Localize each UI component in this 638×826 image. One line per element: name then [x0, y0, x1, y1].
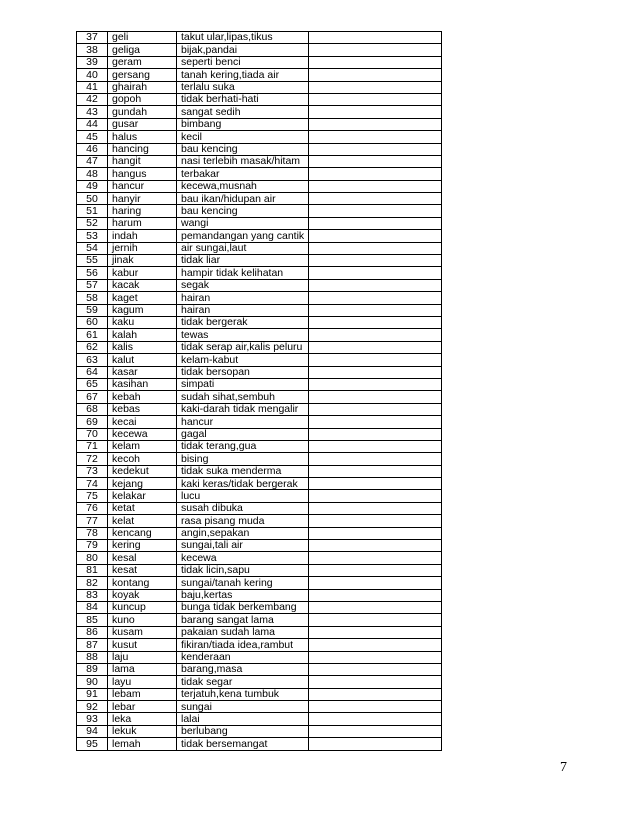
table-row — [77, 713, 442, 725]
meaning-cell: tewas — [177, 329, 309, 341]
row-number: 82 — [77, 577, 108, 589]
word-cell: kesat — [108, 564, 177, 576]
meaning-cell: tidak licin,sapu — [177, 564, 309, 576]
word-cell: hanyir — [108, 193, 177, 205]
word-cell: kecoh — [108, 453, 177, 465]
row-number: 41 — [77, 81, 108, 93]
word-cell: kecewa — [108, 428, 177, 440]
meaning-cell: kaki-darah tidak mengalir — [177, 403, 309, 415]
table-row — [77, 540, 442, 552]
meaning-cell: berlubang — [177, 725, 309, 737]
blank-cell — [309, 118, 442, 130]
table-row — [77, 44, 442, 56]
row-number: 58 — [77, 292, 108, 304]
table-row — [77, 292, 442, 304]
blank-cell — [309, 81, 442, 93]
word-cell: kusam — [108, 626, 177, 638]
word-cell: indah — [108, 230, 177, 242]
word-cell: halus — [108, 131, 177, 143]
blank-cell — [309, 391, 442, 403]
blank-cell — [309, 205, 442, 217]
table-row — [77, 453, 442, 465]
row-number: 65 — [77, 378, 108, 390]
meaning-cell: susah dibuka — [177, 502, 309, 514]
table-row — [77, 106, 442, 118]
meaning-cell: bau kencing — [177, 205, 309, 217]
meaning-cell: hairan — [177, 292, 309, 304]
row-number: 92 — [77, 701, 108, 713]
table-row — [77, 651, 442, 663]
row-number: 53 — [77, 230, 108, 242]
meaning-cell: tidak suka menderma — [177, 465, 309, 477]
table-row — [77, 341, 442, 353]
meaning-cell: wangi — [177, 217, 309, 229]
blank-cell — [309, 279, 442, 291]
word-cell: kesal — [108, 552, 177, 564]
table-row — [77, 168, 442, 180]
blank-cell — [309, 515, 442, 527]
table-row — [77, 601, 442, 613]
row-number: 42 — [77, 93, 108, 105]
table-row — [77, 366, 442, 378]
meaning-cell: sangat sedih — [177, 106, 309, 118]
table-row — [77, 416, 442, 428]
blank-cell — [309, 725, 442, 737]
row-number: 89 — [77, 663, 108, 675]
blank-cell — [309, 93, 442, 105]
meaning-cell: air sungai,laut — [177, 242, 309, 254]
table-row — [77, 639, 442, 651]
blank-cell — [309, 465, 442, 477]
table-row — [77, 316, 442, 328]
blank-cell — [309, 738, 442, 750]
word-cell: kuncup — [108, 601, 177, 613]
row-number: 81 — [77, 564, 108, 576]
meaning-cell: gagal — [177, 428, 309, 440]
meaning-cell: pemandangan yang cantik — [177, 230, 309, 242]
row-number: 83 — [77, 589, 108, 601]
blank-cell — [309, 453, 442, 465]
blank-cell — [309, 180, 442, 192]
meaning-cell: kaki keras/tidak bergerak — [177, 478, 309, 490]
word-cell: kuno — [108, 614, 177, 626]
meaning-cell: seperti benci — [177, 56, 309, 68]
row-number: 94 — [77, 725, 108, 737]
meaning-cell: rasa pisang muda — [177, 515, 309, 527]
table-row — [77, 527, 442, 539]
word-cell: lebam — [108, 688, 177, 700]
blank-cell — [309, 230, 442, 242]
word-cell: kasar — [108, 366, 177, 378]
word-cell: ketat — [108, 502, 177, 514]
table-row — [77, 242, 442, 254]
meaning-cell: barang,masa — [177, 663, 309, 675]
meaning-cell: barang sangat lama — [177, 614, 309, 626]
row-number: 77 — [77, 515, 108, 527]
meaning-cell: kecil — [177, 131, 309, 143]
table-row — [77, 118, 442, 130]
word-cell: gusar — [108, 118, 177, 130]
blank-cell — [309, 242, 442, 254]
word-cell: harum — [108, 217, 177, 229]
blank-cell — [309, 267, 442, 279]
meaning-cell: tidak segar — [177, 676, 309, 688]
word-cell: kalah — [108, 329, 177, 341]
row-number: 78 — [77, 527, 108, 539]
meaning-cell: tidak liar — [177, 255, 309, 267]
meaning-cell: kecewa — [177, 552, 309, 564]
word-cell: hancur — [108, 180, 177, 192]
row-number: 37 — [77, 32, 108, 44]
blank-cell — [309, 478, 442, 490]
word-cell: kalis — [108, 341, 177, 353]
row-number: 61 — [77, 329, 108, 341]
meaning-cell: hairan — [177, 304, 309, 316]
blank-cell — [309, 304, 442, 316]
word-cell: jinak — [108, 255, 177, 267]
blank-cell — [309, 502, 442, 514]
word-cell: kalut — [108, 354, 177, 366]
word-cell: kabur — [108, 267, 177, 279]
meaning-cell: tidak terang,gua — [177, 440, 309, 452]
table-row — [77, 143, 442, 155]
row-number: 79 — [77, 540, 108, 552]
row-number: 90 — [77, 676, 108, 688]
row-number: 39 — [77, 56, 108, 68]
meaning-cell: bising — [177, 453, 309, 465]
word-cell: kaget — [108, 292, 177, 304]
blank-cell — [309, 255, 442, 267]
meaning-cell: hancur — [177, 416, 309, 428]
word-cell: hangus — [108, 168, 177, 180]
row-number: 70 — [77, 428, 108, 440]
word-cell: kelam — [108, 440, 177, 452]
table-row — [77, 428, 442, 440]
table-row — [77, 552, 442, 564]
meaning-cell: kelam-kabut — [177, 354, 309, 366]
blank-cell — [309, 292, 442, 304]
row-number: 59 — [77, 304, 108, 316]
word-cell: geli — [108, 32, 177, 44]
row-number: 47 — [77, 155, 108, 167]
vocabulary-table — [76, 31, 442, 751]
blank-cell — [309, 366, 442, 378]
word-cell: kacak — [108, 279, 177, 291]
word-cell: kedekut — [108, 465, 177, 477]
blank-cell — [309, 688, 442, 700]
row-number: 64 — [77, 366, 108, 378]
row-number: 86 — [77, 626, 108, 638]
blank-cell — [309, 589, 442, 601]
table-row — [77, 391, 442, 403]
table-row — [77, 81, 442, 93]
row-number: 68 — [77, 403, 108, 415]
row-number: 50 — [77, 193, 108, 205]
word-cell: kencang — [108, 527, 177, 539]
meaning-cell: sungai — [177, 701, 309, 713]
meaning-cell: terjatuh,kena tumbuk — [177, 688, 309, 700]
row-number: 60 — [77, 316, 108, 328]
blank-cell — [309, 143, 442, 155]
table-row — [77, 217, 442, 229]
row-number: 87 — [77, 639, 108, 651]
blank-cell — [309, 713, 442, 725]
row-number: 73 — [77, 465, 108, 477]
blank-cell — [309, 676, 442, 688]
word-cell: kering — [108, 540, 177, 552]
row-number: 80 — [77, 552, 108, 564]
word-cell: koyak — [108, 589, 177, 601]
table-row — [77, 589, 442, 601]
meaning-cell: terbakar — [177, 168, 309, 180]
blank-cell — [309, 32, 442, 44]
blank-cell — [309, 614, 442, 626]
table-row — [77, 56, 442, 68]
table-row — [77, 403, 442, 415]
row-number: 76 — [77, 502, 108, 514]
row-number: 55 — [77, 255, 108, 267]
word-cell: kecai — [108, 416, 177, 428]
table-row — [77, 279, 442, 291]
table-row — [77, 515, 442, 527]
word-cell: ghairah — [108, 81, 177, 93]
table-row — [77, 354, 442, 366]
word-cell: lama — [108, 663, 177, 675]
meaning-cell: bau kencing — [177, 143, 309, 155]
blank-cell — [309, 106, 442, 118]
word-cell: kusut — [108, 639, 177, 651]
meaning-cell: nasi terlebih masak/hitam — [177, 155, 309, 167]
meaning-cell: bimbang — [177, 118, 309, 130]
row-number: 56 — [77, 267, 108, 279]
meaning-cell: terlalu suka — [177, 81, 309, 93]
word-cell: kontang — [108, 577, 177, 589]
blank-cell — [309, 651, 442, 663]
blank-cell — [309, 131, 442, 143]
word-cell: lemah — [108, 738, 177, 750]
meaning-cell: fikiran/tiada idea,rambut — [177, 639, 309, 651]
meaning-cell: simpati — [177, 378, 309, 390]
table-row — [77, 230, 442, 242]
table-row — [77, 614, 442, 626]
word-cell: gersang — [108, 69, 177, 81]
row-number: 44 — [77, 118, 108, 130]
row-number: 63 — [77, 354, 108, 366]
table-row — [77, 131, 442, 143]
blank-cell — [309, 354, 442, 366]
blank-cell — [309, 663, 442, 675]
meaning-cell: tidak berhati-hati — [177, 93, 309, 105]
blank-cell — [309, 416, 442, 428]
vocabulary-table-body — [77, 32, 442, 751]
table-row — [77, 626, 442, 638]
table-row — [77, 564, 442, 576]
table-row — [77, 725, 442, 737]
row-number: 75 — [77, 490, 108, 502]
meaning-cell: sudah sihat,sembuh — [177, 391, 309, 403]
word-cell: kasihan — [108, 378, 177, 390]
meaning-cell: tidak bergerak — [177, 316, 309, 328]
meaning-cell: takut ular,lipas,tikus — [177, 32, 309, 44]
row-number: 45 — [77, 131, 108, 143]
row-number: 57 — [77, 279, 108, 291]
word-cell: leka — [108, 713, 177, 725]
meaning-cell: angin,sepakan — [177, 527, 309, 539]
table-row — [77, 378, 442, 390]
word-cell: laju — [108, 651, 177, 663]
table-row — [77, 577, 442, 589]
table-row — [77, 180, 442, 192]
row-number: 93 — [77, 713, 108, 725]
table-row — [77, 688, 442, 700]
word-cell: kelat — [108, 515, 177, 527]
row-number: 67 — [77, 391, 108, 403]
blank-cell — [309, 155, 442, 167]
row-number: 85 — [77, 614, 108, 626]
meaning-cell: segak — [177, 279, 309, 291]
meaning-cell: sungai/tanah kering — [177, 577, 309, 589]
blank-cell — [309, 403, 442, 415]
word-cell: haring — [108, 205, 177, 217]
row-number: 49 — [77, 180, 108, 192]
blank-cell — [309, 527, 442, 539]
blank-cell — [309, 329, 442, 341]
table-row — [77, 205, 442, 217]
table-row — [77, 32, 442, 44]
meaning-cell: pakaian sudah lama — [177, 626, 309, 638]
blank-cell — [309, 44, 442, 56]
blank-cell — [309, 440, 442, 452]
meaning-cell: tidak bersopan — [177, 366, 309, 378]
word-cell: kagum — [108, 304, 177, 316]
word-cell: hangit — [108, 155, 177, 167]
meaning-cell: bau ikan/hidupan air — [177, 193, 309, 205]
row-number: 71 — [77, 440, 108, 452]
page-number: 7 — [560, 760, 567, 775]
table-row — [77, 478, 442, 490]
row-number: 52 — [77, 217, 108, 229]
table-row — [77, 663, 442, 675]
blank-cell — [309, 428, 442, 440]
blank-cell — [309, 639, 442, 651]
blank-cell — [309, 168, 442, 180]
word-cell: kaku — [108, 316, 177, 328]
row-number: 72 — [77, 453, 108, 465]
blank-cell — [309, 217, 442, 229]
blank-cell — [309, 193, 442, 205]
row-number: 38 — [77, 44, 108, 56]
row-number: 91 — [77, 688, 108, 700]
meaning-cell: bunga tidak berkembang — [177, 601, 309, 613]
table-row — [77, 267, 442, 279]
table-row — [77, 69, 442, 81]
meaning-cell: kenderaan — [177, 651, 309, 663]
table-row — [77, 738, 442, 750]
table-row — [77, 465, 442, 477]
blank-cell — [309, 540, 442, 552]
table-row — [77, 502, 442, 514]
word-cell: gundah — [108, 106, 177, 118]
word-cell: layu — [108, 676, 177, 688]
table-row — [77, 701, 442, 713]
row-number: 40 — [77, 69, 108, 81]
row-number: 69 — [77, 416, 108, 428]
row-number: 48 — [77, 168, 108, 180]
row-number: 74 — [77, 478, 108, 490]
blank-cell — [309, 378, 442, 390]
meaning-cell: hampir tidak kelihatan — [177, 267, 309, 279]
word-cell: kebah — [108, 391, 177, 403]
row-number: 43 — [77, 106, 108, 118]
table-row — [77, 676, 442, 688]
blank-cell — [309, 490, 442, 502]
meaning-cell: baju,kertas — [177, 589, 309, 601]
word-cell: kelakar — [108, 490, 177, 502]
word-cell: lebar — [108, 701, 177, 713]
blank-cell — [309, 701, 442, 713]
row-number: 46 — [77, 143, 108, 155]
table-row — [77, 193, 442, 205]
word-cell: lekuk — [108, 725, 177, 737]
meaning-cell: bijak,pandai — [177, 44, 309, 56]
table-row — [77, 440, 442, 452]
row-number: 54 — [77, 242, 108, 254]
blank-cell — [309, 626, 442, 638]
blank-cell — [309, 341, 442, 353]
word-cell: geliga — [108, 44, 177, 56]
meaning-cell: lalai — [177, 713, 309, 725]
word-cell: geram — [108, 56, 177, 68]
meaning-cell: sungai,tali air — [177, 540, 309, 552]
row-number: 88 — [77, 651, 108, 663]
table-row — [77, 304, 442, 316]
blank-cell — [309, 69, 442, 81]
blank-cell — [309, 601, 442, 613]
word-cell: kejang — [108, 478, 177, 490]
blank-cell — [309, 552, 442, 564]
word-cell: gopoh — [108, 93, 177, 105]
word-cell: hancing — [108, 143, 177, 155]
meaning-cell: tidak bersemangat — [177, 738, 309, 750]
blank-cell — [309, 564, 442, 576]
blank-cell — [309, 577, 442, 589]
row-number: 84 — [77, 601, 108, 613]
blank-cell — [309, 56, 442, 68]
row-number: 62 — [77, 341, 108, 353]
table-row — [77, 93, 442, 105]
table-row — [77, 329, 442, 341]
row-number: 95 — [77, 738, 108, 750]
blank-cell — [309, 316, 442, 328]
meaning-cell: lucu — [177, 490, 309, 502]
row-number: 51 — [77, 205, 108, 217]
meaning-cell: tanah kering,tiada air — [177, 69, 309, 81]
table-row — [77, 155, 442, 167]
table-row — [77, 490, 442, 502]
meaning-cell: tidak serap air,kalis peluru — [177, 341, 309, 353]
meaning-cell: kecewa,musnah — [177, 180, 309, 192]
table-row — [77, 255, 442, 267]
word-cell: jernih — [108, 242, 177, 254]
word-cell: kebas — [108, 403, 177, 415]
